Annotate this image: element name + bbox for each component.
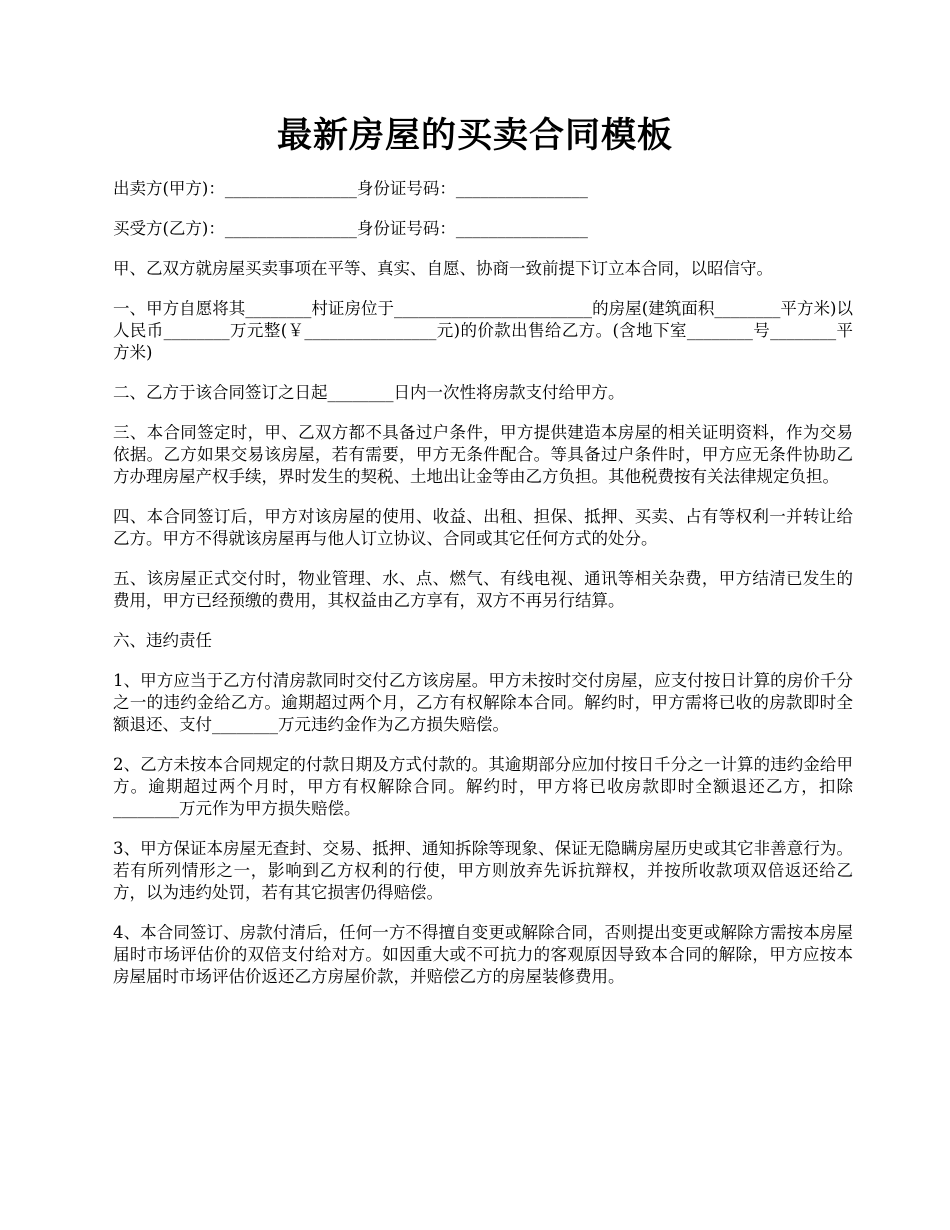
clause-2: 二、乙方于该合同签订之日起________日内一次性将房款支付给甲方。 bbox=[113, 383, 625, 402]
seller-info: 出卖方(甲方)：________________身份证号码：________________ bbox=[113, 179, 588, 198]
liability-item-2: 2、乙方未按本合同规定的付款日期及方式付款的。其逾期部分应加付按日千分之一计算的违约金给甲方。逾期超过两个月时，甲方有权解除合同。解约时，甲方将已收房款即时全额退还乙方，扣除________万元作为甲方损失赔偿。 bbox=[113, 755, 853, 818]
liability-item-3: 3、甲方保证本房屋无查封、交易、抵押、通知拆除等现象、保证无隐瞒房屋历史或其它非善意行为。若有所列情形之一，影响到乙方权利的行使，甲方则放弃先诉抗辩权，并按所收款项双倍返还给乙方，以为违约处罚，若有其它损害仍得赔偿。 bbox=[113, 839, 853, 902]
document-title: 最新房屋的买卖合同模板 bbox=[276, 115, 673, 156]
liability-item-1: 1、甲方应当于乙方付清房款同时交付乙方该房屋。甲方未按时交付房屋，应支付按日计算的房价千分之一的违约金给乙方。逾期超过两个月，乙方有权解除本合同。解约时，甲方需将已收的房款即时全额退还、支付________万元违约金作为乙方损失赔偿。 bbox=[113, 671, 853, 734]
liability-item-4: 4、本合同签订、房款付清后，任何一方不得擅自变更或解除合同，否则提出变更或解除方需按本房屋届时市场评估价的双倍支付给对方。如因重大或不可抗力的客观原因导致本合同的解除，甲方应按本房屋届时市场评估价返还乙方房屋价款，并赔偿乙方的房屋装修费用。 bbox=[113, 923, 853, 986]
clause-1: 一、甲方自愿将其________村证房位于________________________的房屋(建筑面积________平方米)以人民币________万元整(￥________________元)的价款出售给乙方。(含地下室________号________平方米) bbox=[113, 299, 853, 362]
clause-5: 五、该房屋正式交付时，物业管理、水、点、燃气、有线电视、通讯等相关杂费，甲方结清已发生的费用，甲方已经预缴的费用，其权益由乙方享有，双方不再另行结算。 bbox=[113, 569, 853, 610]
buyer-info: 买受方(乙方)：________________身份证号码：________________ bbox=[113, 219, 588, 238]
clause-6-heading: 六、违约责任 bbox=[113, 631, 212, 650]
contract-body bbox=[113, 178, 853, 1006]
clause-3: 三、本合同签定时，甲、乙双方都不具备过户条件，甲方提供建造本房屋的相关证明资料，作为交易依据。乙方如果交易该房屋，若有需要，甲方无条件配合。等具备过户条件时，甲方应无条件协助乙方办理房屋产权手续，界时发生的契税、土地出让金等由乙方负担。其他税费按有关法律规定负担。 bbox=[113, 423, 853, 486]
preamble: 甲、乙双方就房屋买卖事项在平等、真实、自愿、协商一致前提下订立本合同，以昭信守。 bbox=[113, 259, 773, 278]
clause-4: 四、本合同签订后，甲方对该房屋的使用、收益、出租、担保、抵押、买卖、占有等权利一并转让给乙方。甲方不得就该房屋再与他人订立协议、合同或其它任何方式的处分。 bbox=[113, 507, 853, 548]
